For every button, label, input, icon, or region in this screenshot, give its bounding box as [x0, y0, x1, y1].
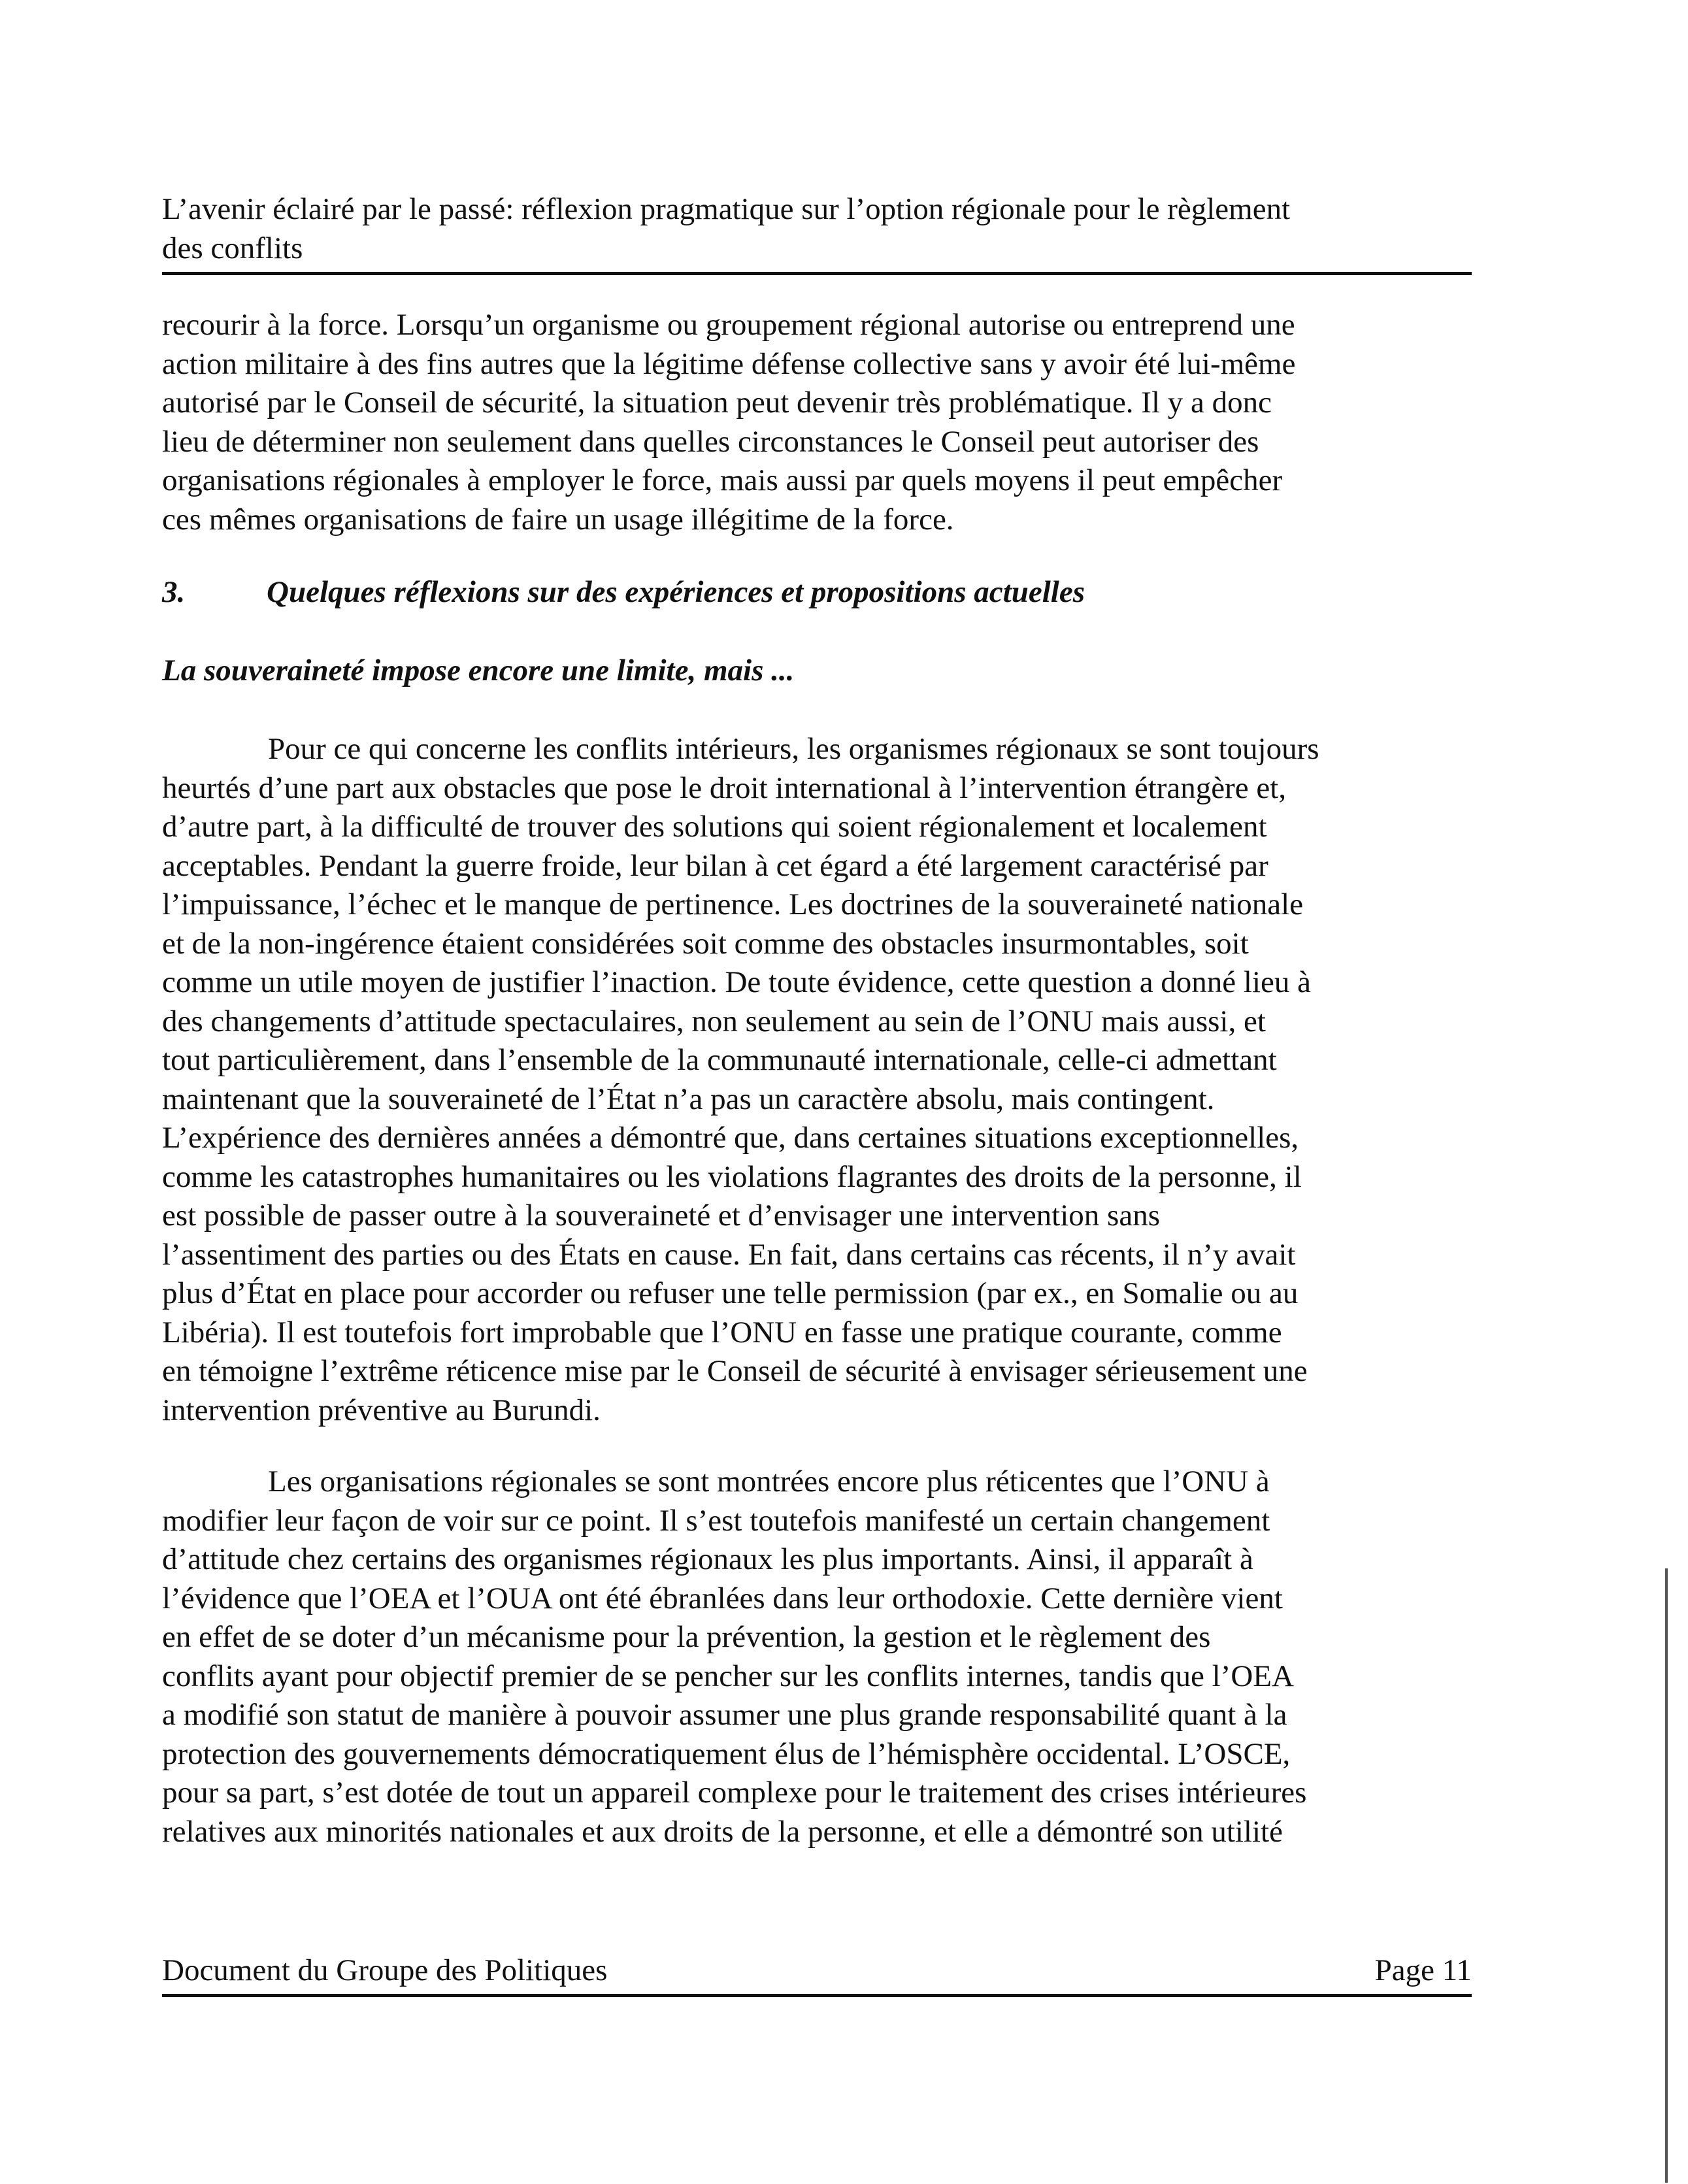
text-line: des changements d’attitude spectaculaires, non seulement au sein de l’ONU mais aussi, et — [162, 1004, 1266, 1038]
text-line: l’assentiment des parties ou des États en cause. En fait, dans certains cas récents, il n’y avait — [162, 1237, 1296, 1272]
running-header — [162, 190, 1456, 268]
text-line: et de la non-ingérence étaient considérées soit comme des obstacles insurmontables, soit — [162, 926, 1249, 961]
text-line: en effet de se doter d’un mécanisme pour la prévention, la gestion et le règlement des — [162, 1620, 1211, 1654]
text-line: maintenant que la souveraineté de l’État n’a pas un caractère absolu, mais contingent. — [162, 1082, 1215, 1116]
header-rule — [162, 272, 1472, 275]
text-line: d’autre part, à la difficulté de trouver des solutions qui soient régionalement et localement — [162, 810, 1267, 844]
text-line: intervention préventive au Burundi. — [162, 1393, 601, 1427]
section-title: Quelques réflexions sur des expériences et propositions actuelles — [267, 575, 1085, 609]
paragraph-sovereignty — [162, 730, 1472, 1430]
text-line: pour sa part, s’est dotée de tout un appareil complexe pour le traitement des crises intérieures — [162, 1776, 1307, 1810]
text-line: ces mêmes organisations de faire un usage illégitime de la force. — [162, 502, 954, 537]
running-header-line-2: des conflits — [162, 231, 303, 265]
text-line: relatives aux minorités nationales et aux droits de la personne, et elle a démontré son utilité — [162, 1814, 1283, 1849]
text-line: d’attitude chez certains des organismes régionaux les plus importants. Ainsi, il apparaît à — [162, 1542, 1253, 1576]
text-line: organisations régionales à employer le force, mais aussi par quels moyens il peut empêcher — [162, 463, 1283, 497]
text-line: Libéria). Il est toutefois fort improbable que l’ONU en fasse une pratique courante, comme — [162, 1315, 1282, 1349]
text-line: modifier leur façon de voir sur ce point. Il s’est toutefois manifesté un certain changement — [162, 1503, 1270, 1538]
text-line: autorisé par le Conseil de sécurité, la situation peut devenir très problématique. Il y a donc — [162, 386, 1272, 420]
text-line: heurtés d’une part aux obstacles que pose le droit international à l’intervention étrangère et, — [162, 770, 1287, 805]
text-line: comme les catastrophes humanitaires ou les violations flagrantes des droits de la personne, il — [162, 1159, 1302, 1194]
text-line: est possible de passer outre à la souveraineté et d’envisager une intervention sans — [162, 1199, 1160, 1233]
text-line: lieu de déterminer non seulement dans quelles circonstances le Conseil peut autoriser des — [162, 424, 1259, 459]
text-line: Les organisations régionales se sont montrées encore plus réticentes que l’ONU à — [268, 1464, 1270, 1498]
text-line: L’expérience des dernières années a démontré que, dans certaines situations exceptionnelles, — [162, 1121, 1299, 1155]
text-line: protection des gouvernements démocratiquement élus de l’hémisphère occidental. L’OSCE, — [162, 1736, 1291, 1771]
footer-document-title: Document du Groupe des Politiques — [162, 1953, 608, 1987]
text-line: l’impuissance, l’échec et le manque de pertinence. Les doctrines de la souveraineté nationale — [162, 887, 1304, 921]
paragraph-regional-organizations — [162, 1463, 1472, 1851]
text-line: Pour ce qui concerne les conflits intérieurs, les organismes régionaux se sont toujours — [268, 732, 1319, 766]
paragraph-continuation — [162, 306, 1472, 539]
text-line: l’évidence que l’OEA et l’OUA ont été ébranlées dans leur orthodoxie. Cette dernière vient — [162, 1581, 1283, 1615]
running-header-line-1: L’avenir éclairé par le passé: réflexion pragmatique sur l’option régionale pour le règlement — [162, 192, 1291, 226]
section-number: 3. — [162, 575, 186, 609]
text-line: tout particulièrement, dans l’ensemble de la communauté internationale, celle-ci admettant — [162, 1043, 1277, 1077]
text-line: action militaire à des fins autres que la légitime défense collective sans y avoir été lui-même — [162, 346, 1296, 381]
text-line: conflits ayant pour objectif premier de se pencher sur les conflits internes, tandis que l’OEA — [162, 1659, 1294, 1693]
subheading: La souveraineté impose encore une limite, mais ... — [162, 654, 795, 687]
text-line: acceptables. Pendant la guerre froide, leur bilan à cet égard a été largement caractérisé par — [162, 848, 1268, 883]
text-line: plus d’État en place pour accorder ou refuser une telle permission (par ex., en Somalie ou au — [162, 1276, 1299, 1310]
section-heading — [162, 572, 1085, 612]
scan-edge-mark — [1665, 1568, 1668, 2183]
text-line: a modifié son statut de manière à pouvoir assumer une plus grande responsabilité quant à la — [162, 1698, 1287, 1732]
footer-page-number: Page 11 — [1374, 1953, 1472, 1987]
text-line: comme un utile moyen de justifier l’inaction. De toute évidence, cette question a donné lieu à — [162, 965, 1312, 999]
text-line: recourir à la force. Lorsqu’un organisme ou groupement régional autorise ou entreprend une — [162, 308, 1295, 342]
text-line: en témoigne l’extrême réticence mise par le Conseil de sécurité à envisager sérieusement une — [162, 1354, 1308, 1388]
footer-rule — [162, 1994, 1472, 1997]
